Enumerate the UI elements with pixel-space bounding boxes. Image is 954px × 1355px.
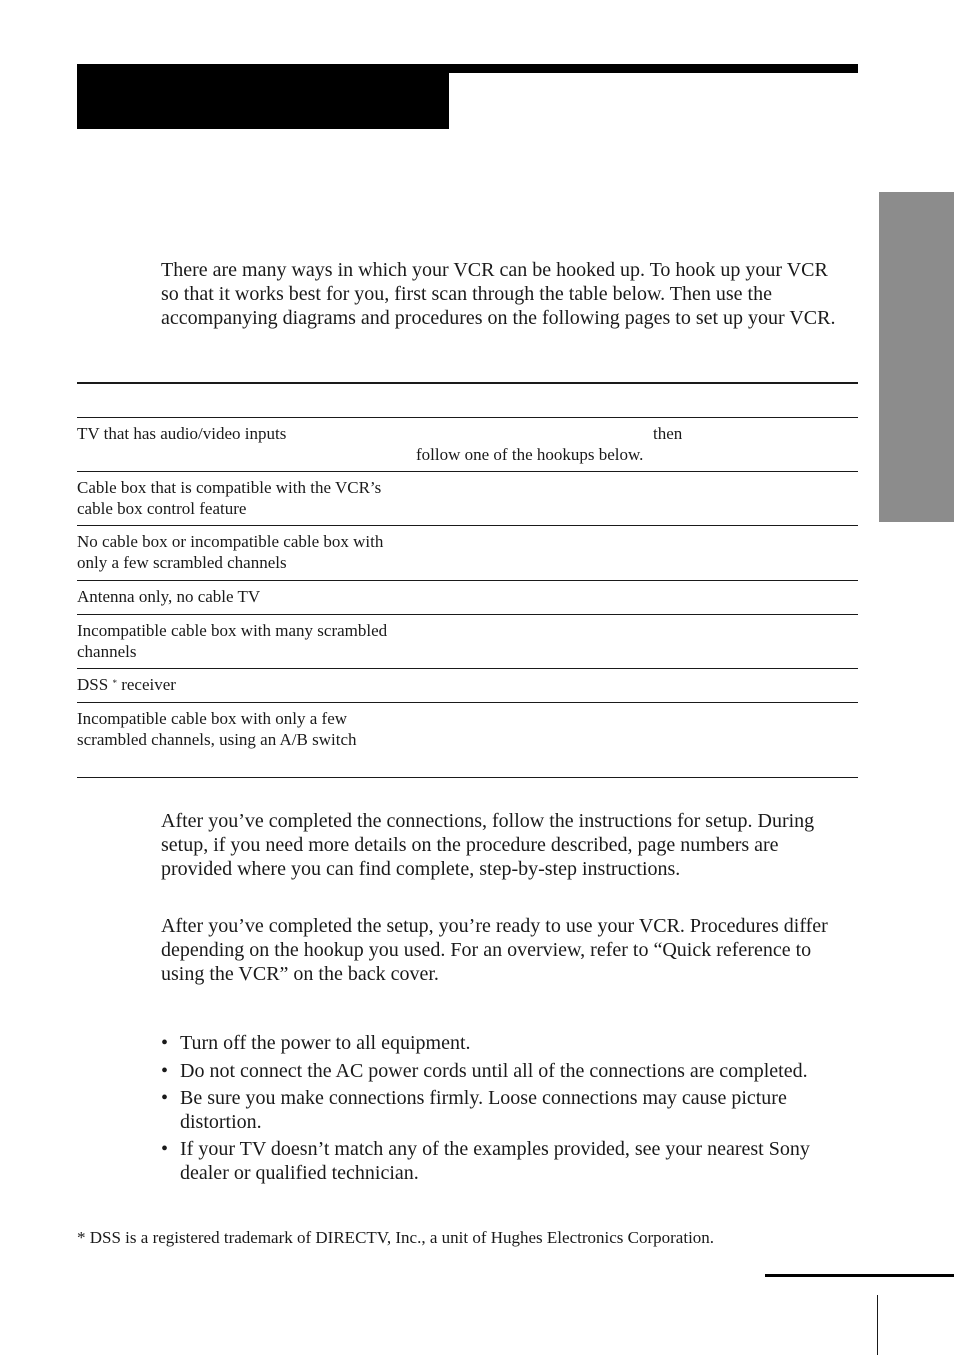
table-row-label: Incompatible cable box with many scrambled channels — [77, 621, 388, 661]
chapter-side-tab — [879, 192, 954, 522]
list-item-text: Turn off the power to all equipment. — [180, 1032, 471, 1054]
bullet-icon: • — [161, 1059, 169, 1082]
table-header-then: then — [653, 424, 683, 443]
list-item-text: If your TV doesn’t match any of the examples provided, see your nearest Sony dealer or qualified technician. — [180, 1138, 810, 1184]
list-item — [161, 1138, 851, 1185]
table-row — [77, 580, 858, 615]
bullet-icon: • — [161, 1138, 169, 1160]
table-bottom-rule — [77, 777, 858, 778]
table-row-label: Antenna only, no cable TV — [77, 587, 261, 606]
table-header-right — [416, 424, 816, 465]
list-item-text: Do not connect the AC power cords until all of the connections are completed. — [180, 1059, 808, 1082]
list-item — [161, 1060, 851, 1084]
table-row-label — [77, 675, 407, 698]
table-row-label: Incompatible cable box with only a few scrambled channels, using an A/B switch — [77, 709, 357, 749]
intro-paragraph: There are many ways in which your VCR can be hooked up. To hook up your VCR so that it works best for you, first scan through the table below. Then use the accompanying diagrams and procedures on the following pages to set up your VCR. — [161, 259, 836, 329]
table-header-row — [77, 417, 858, 472]
trademark-footnote: * DSS is a registered trademark of DIRECTV, Inc., a unit of Hughes Electronics Corporation. — [77, 1228, 715, 1247]
footer-divider — [877, 1295, 878, 1355]
table-header-follow: follow one of the hookups below. — [416, 444, 644, 464]
table-header-left: TV that has audio/video inputs — [77, 424, 287, 443]
list-item — [161, 1087, 851, 1134]
table-top-rule — [77, 382, 858, 384]
table-row — [77, 471, 858, 526]
table-row — [77, 668, 858, 703]
footer-rule — [765, 1274, 954, 1277]
after-connections-paragraph: After you’ve completed the connections, follow the instructions for setup. During setup, if you need more details on the procedure described, page numbers are provided where you can find complete, step-by-step instructions. — [161, 810, 815, 880]
table-row — [77, 525, 858, 581]
list-item — [161, 1032, 851, 1056]
dss-label-suffix: receiver — [116, 675, 176, 694]
dss-label: DSS — [77, 675, 109, 694]
table-row-label: No cable box or incompatible cable box with only a few scrambled channels — [77, 532, 384, 572]
table-row — [77, 702, 858, 778]
after-setup-paragraph: After you’ve completed the setup, you’re ready to use your VCR. Procedures differ depending on the hookup you used. For an overview, refer to “Quick reference to using the VCR” on the back cover. — [161, 915, 828, 985]
table-row — [77, 614, 858, 669]
bullet-icon: • — [161, 1087, 169, 1109]
section-title-block — [77, 64, 449, 129]
bullet-icon: • — [161, 1032, 169, 1054]
footnote-marker: * — [112, 678, 117, 688]
table-row-label: Cable box that is compatible with the VCR’s cable box control feature — [77, 478, 382, 518]
precautions-list — [161, 1032, 851, 1189]
list-item-text: Be sure you make connections firmly. Loose connections may cause picture distortion. — [180, 1087, 787, 1133]
